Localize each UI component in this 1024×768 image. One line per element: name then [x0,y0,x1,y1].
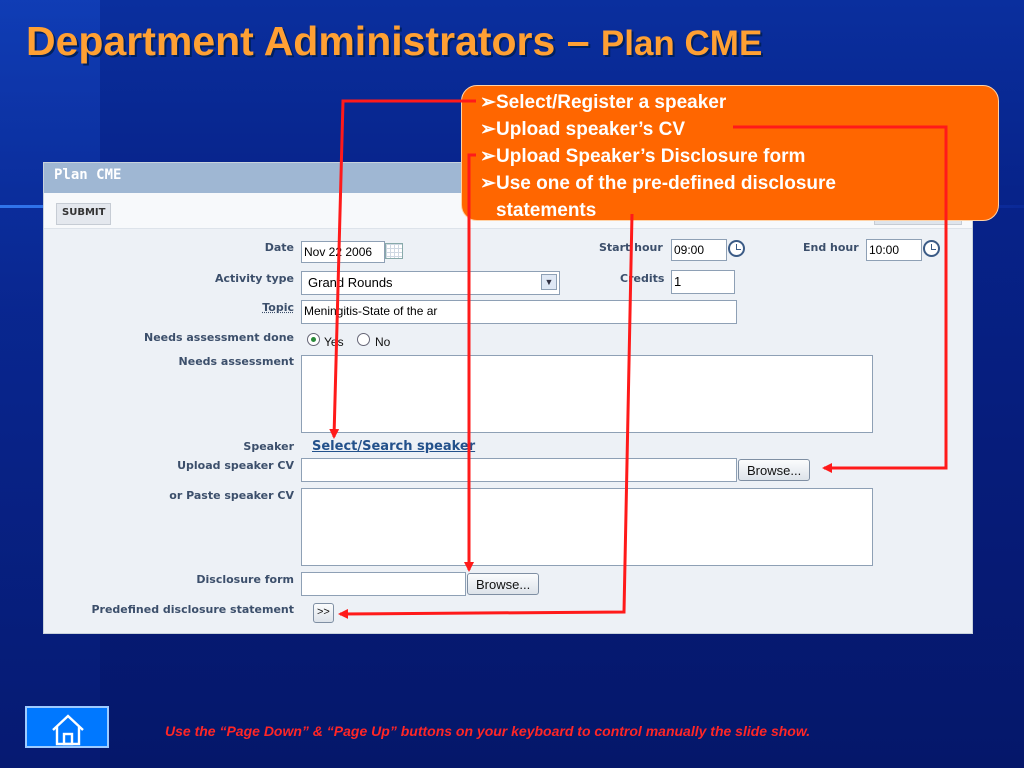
instruction-callout [461,85,999,221]
plan-cme-form [43,162,973,634]
end-hour-field[interactable]: 10:00 [866,239,922,261]
credits-label: Credits [620,272,665,285]
speaker-label: Speaker [243,440,294,453]
topic-label: Topic [262,301,294,314]
callout-item-text: Use one of the pre-defined disclosure statements [496,173,836,221]
home-icon [27,708,111,750]
select-search-speaker-link[interactable]: Select/Search speaker [312,439,476,454]
home-button[interactable] [25,706,109,748]
upload-cv-browse-button[interactable]: Browse... [738,459,810,481]
clock-icon[interactable] [728,240,745,257]
callout-item [480,170,998,224]
needs-assessment-label: Needs assessment [178,355,294,368]
callout-item [480,116,998,143]
needs-done-yes-radio[interactable] [307,333,320,346]
disclosure-form-field[interactable] [301,572,466,596]
needs-done-no-label: No [375,335,391,349]
arrow-bullet-icon: ➢ [480,92,496,113]
callout-item-text: Upload Speaker’s Disclosure form [496,146,806,167]
credits-field[interactable]: 1 [671,270,735,294]
activity-type-label: Activity type [214,272,294,285]
date-field[interactable]: Nov 22 2006 [301,241,385,263]
callout-item-text: Upload speaker’s CV [496,119,686,140]
needs-assessment-textarea[interactable] [301,355,873,433]
callout-item [480,143,998,170]
paste-cv-label: or Paste speaker CV [169,489,294,502]
end-hour-label: End hour [803,241,859,254]
date-label: Date [264,241,294,254]
arrow-bullet-icon: ➢ [480,173,496,194]
calendar-icon[interactable] [385,243,403,259]
slide-title-sub: Plan CME [600,24,763,63]
needs-assessment-done-label: Needs assessment done [143,331,294,344]
slide-title [26,18,762,65]
footer-note: Use the “Page Down” & “Page Up” buttons on your keyboard to control manually the slide show. [165,723,811,739]
start-hour-field[interactable]: 09:00 [671,239,727,261]
arrow-bullet-icon: ➢ [480,119,496,140]
topic-field[interactable]: Meningitis-State of the ar [301,300,737,324]
activity-type-select[interactable] [301,271,560,295]
upload-cv-label: Upload speaker CV [177,459,294,472]
upload-cv-field[interactable] [301,458,737,482]
arrow-bullet-icon: ➢ [480,146,496,167]
callout-item-text: Select/Register a speaker [496,92,727,113]
slide-title-main: Department Administrators – [26,18,601,64]
needs-done-no-radio[interactable] [357,333,370,346]
clock-icon[interactable] [923,240,940,257]
chevron-down-icon[interactable]: ▼ [541,274,557,290]
callout-item [480,89,998,116]
start-hour-label: Start hour [599,241,663,254]
disclosure-form-label: Disclosure form [196,573,294,586]
submit-button[interactable]: SUBMIT [56,203,111,225]
paste-cv-textarea[interactable] [301,488,873,566]
disclosure-browse-button[interactable]: Browse... [467,573,539,595]
form-header: Plan CME [44,163,972,193]
predefined-disclosure-button[interactable]: >> [313,603,334,623]
activity-type-value: Grand Rounds [308,275,393,290]
predefined-disclosure-label: Predefined disclosure statement [91,603,294,616]
needs-done-yes-label: Yes [324,335,344,349]
